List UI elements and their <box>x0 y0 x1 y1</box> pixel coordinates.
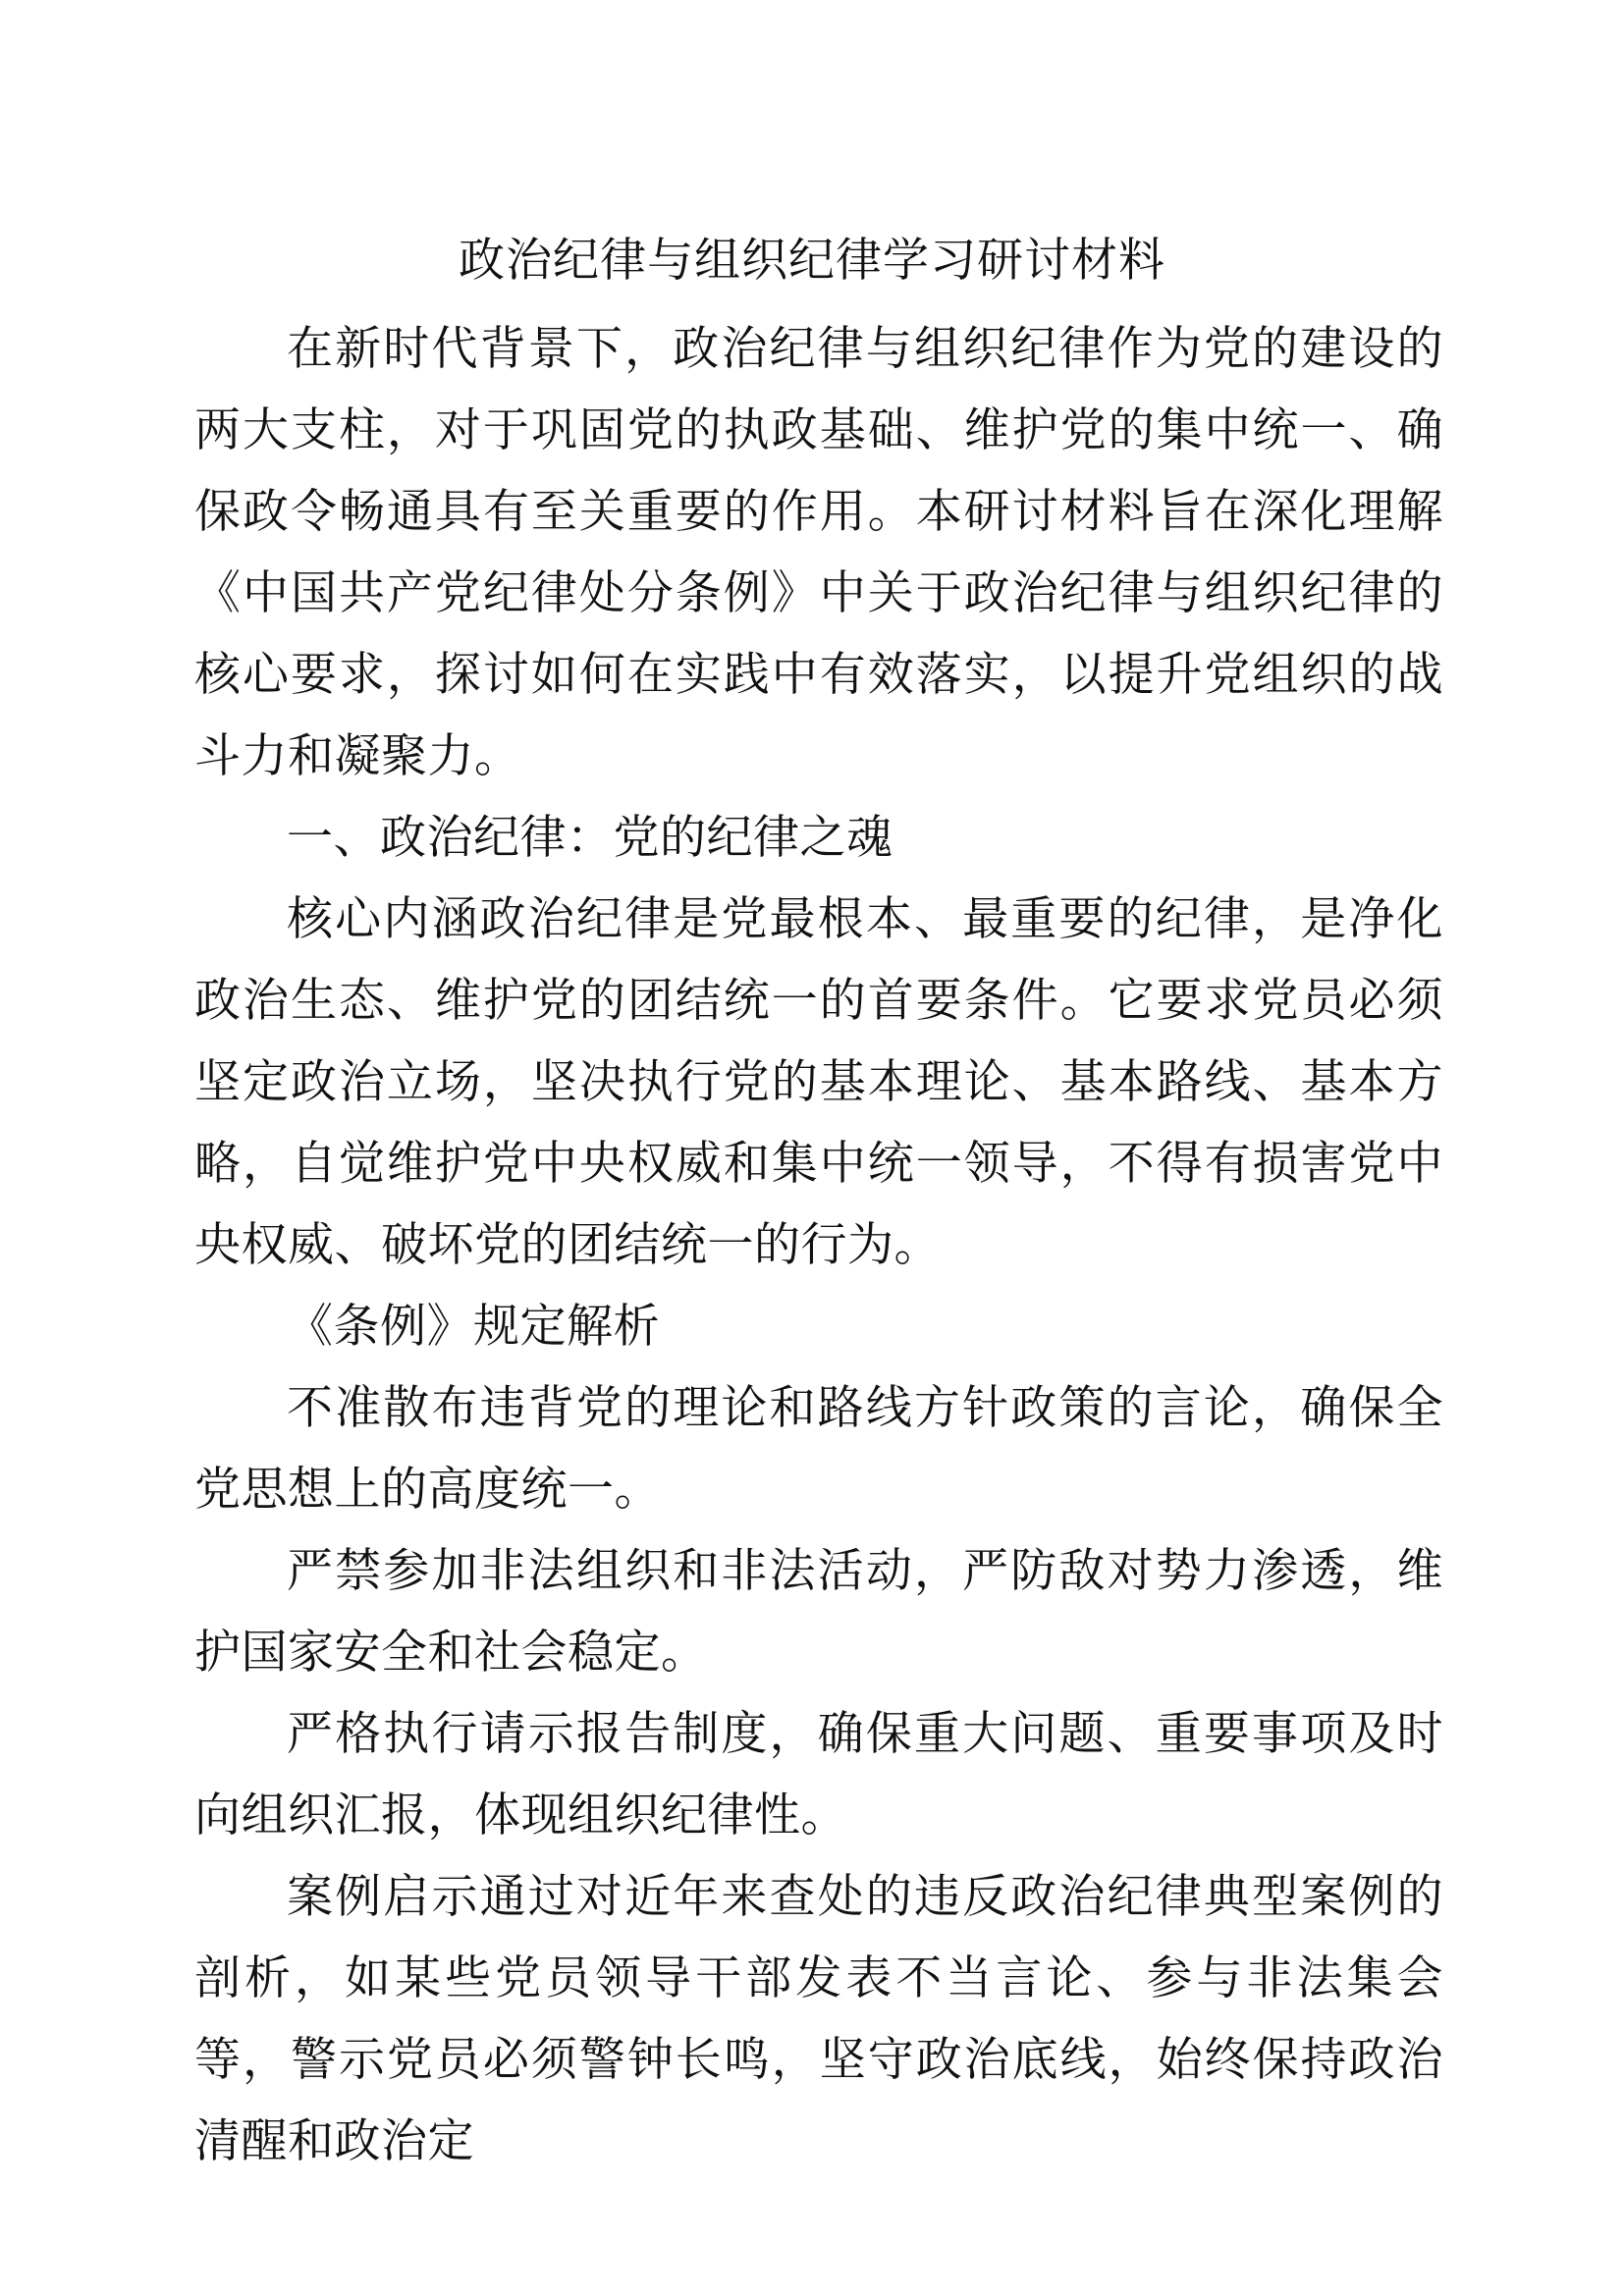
paragraph-rule-1: 不准散布违背党的理论和路线方针政策的言论，确保全党思想上的高度统一。 <box>194 1381 1443 1517</box>
paragraph-rule-2: 严禁参加非法组织和非法活动，严防敌对势力渗透，维护国家安全和社会稳定。 <box>194 1544 1443 1680</box>
document-body <box>194 308 1443 2182</box>
document-title: 政治纪律与组织纪律学习研讨材料 <box>459 234 1165 288</box>
paragraph-core-meaning: 核心内涵政治纪律是党最根本、最重要的纪律，是净化政治生态、维护党的团结统一的首要条件。它要求党员必须坚定政治立场，坚决执行党的基本理论、基本路线、基本方略，自觉维护党中央权威和集中统一领导，不得有损害党中央权威、破坏党的团结统一的行为。 <box>194 892 1443 1272</box>
subheading-regulation-analysis: 《条例》规定解析 <box>287 1300 660 1354</box>
paragraph-rule-3: 严格执行请示报告制度，确保重大问题、重要事项及时向组织汇报，体现组织纪律性。 <box>194 1707 1443 1842</box>
section-heading-political-discipline: 一、政治纪律：党的纪律之魂 <box>287 811 893 865</box>
paragraph-intro: 在新时代背景下，政治纪律与组织纪律作为党的建设的两大支柱，对于巩固党的执政基础、维护党的集中统一、确保政令畅通具有至关重要的作用。本研讨材料旨在深化理解《中国共产党纪律处分条例》中关于政治纪律与组织纪律的核心要求，探讨如何在实践中有效落实，以提升党组织的战斗力和凝聚力。 <box>194 322 1443 783</box>
paragraph-case-insight: 案例启示通过对近年来查处的违反政治纪律典型案例的剖析，如某些党员领导干部发表不当言论、参与非法集会等，警示党员必须警钟长鸣，坚守政治底线，始终保持政治清醒和政治定 <box>194 1870 1443 2168</box>
